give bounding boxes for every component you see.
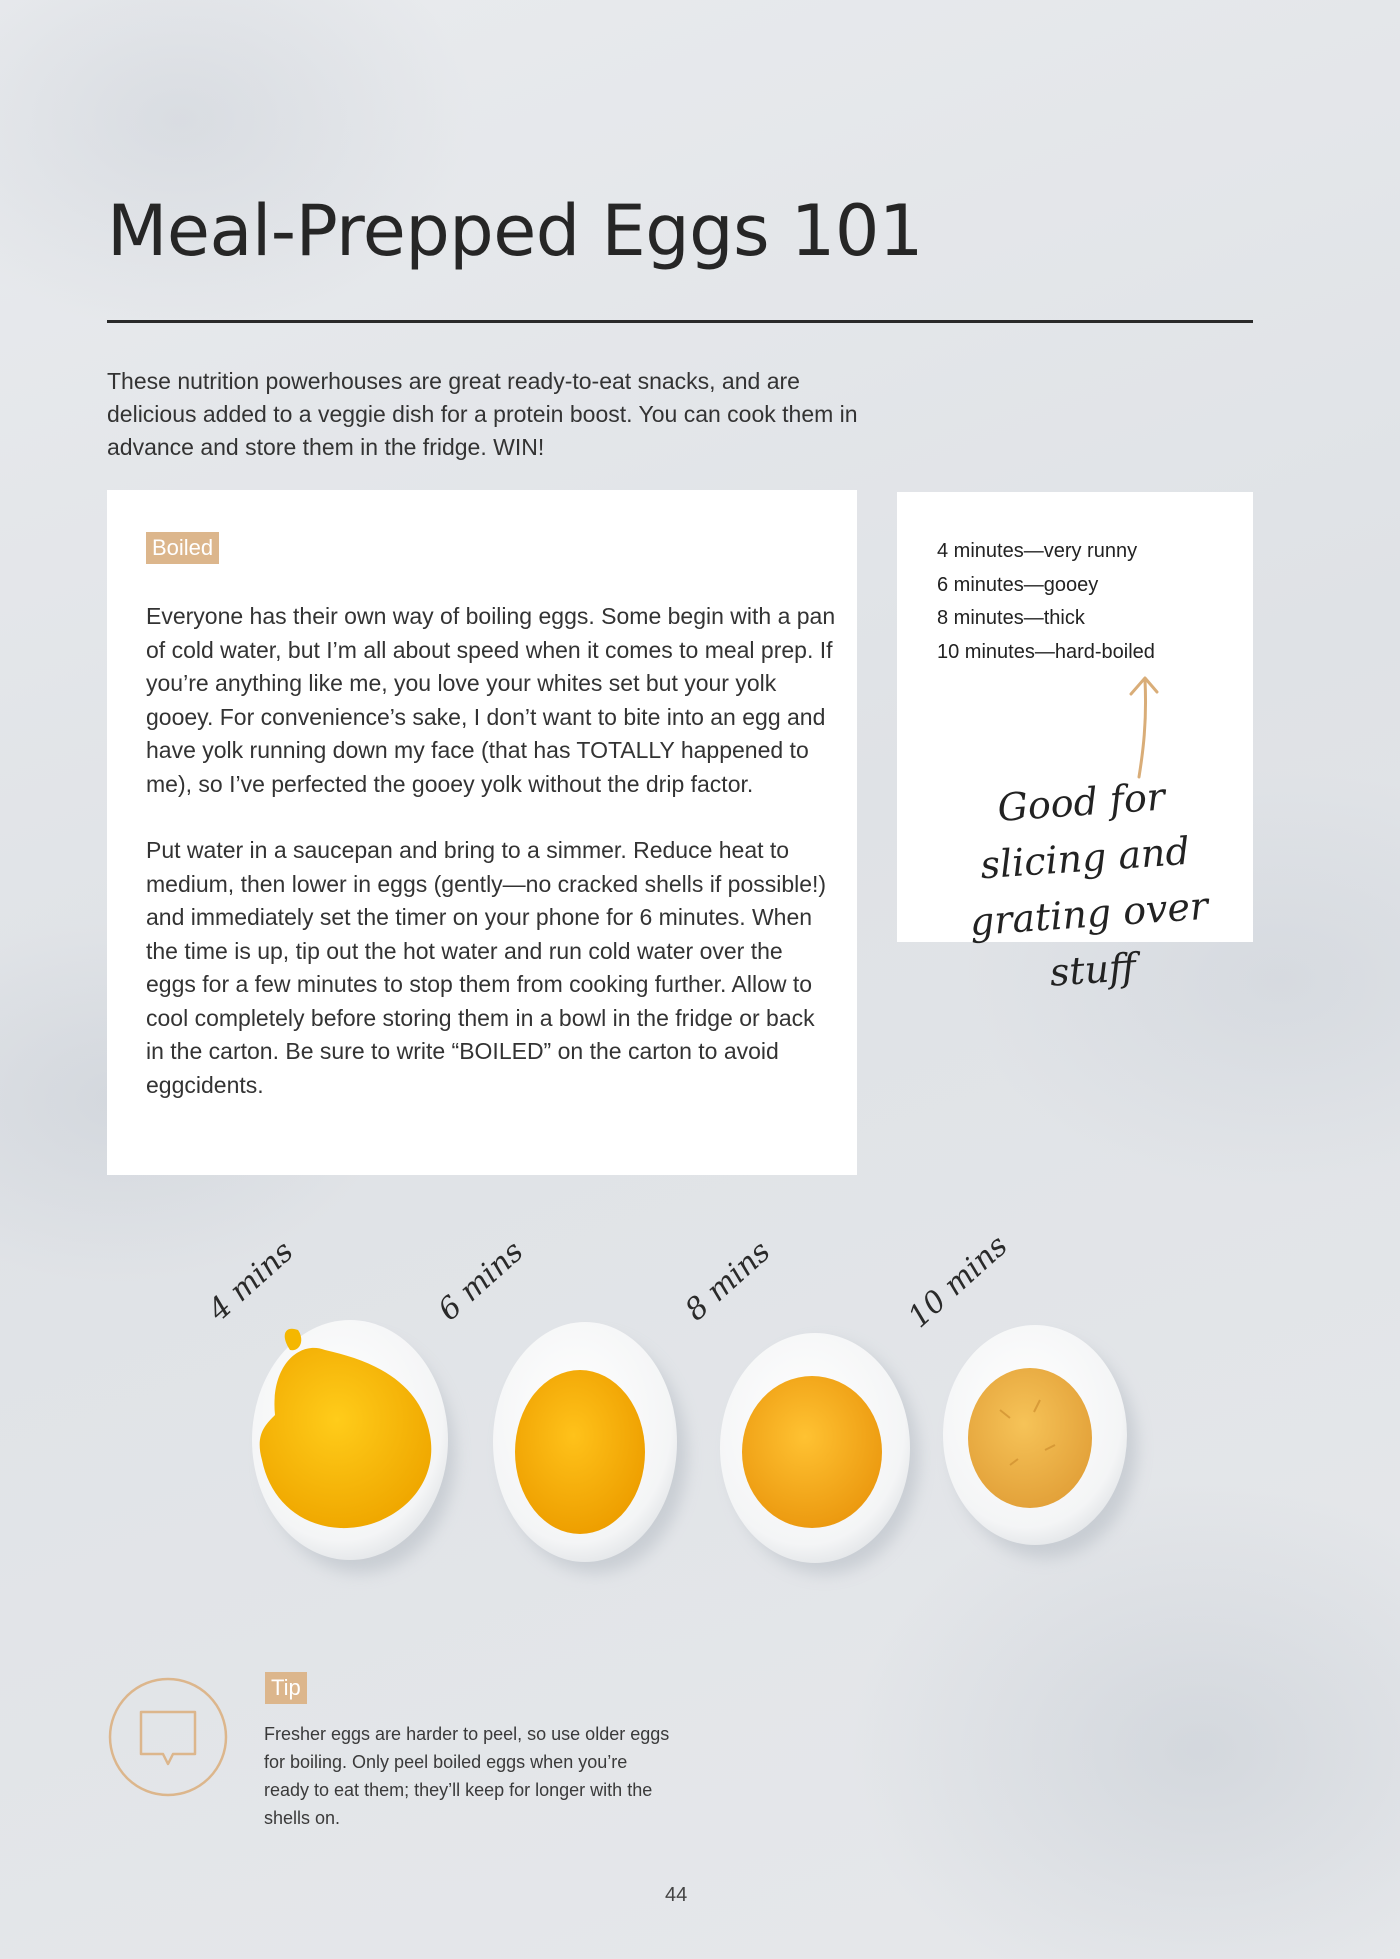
egg-label-6: 6 mins bbox=[431, 1234, 531, 1328]
boiled-body bbox=[146, 600, 836, 1135]
egg-label-8: 8 mins bbox=[678, 1234, 778, 1328]
egg-label-4: 4 mins bbox=[201, 1234, 301, 1328]
boiled-card bbox=[107, 490, 857, 1175]
page-number: 44 bbox=[665, 1884, 688, 1906]
handwritten-note: Good for slicing and grating over stuff bbox=[968, 774, 1210, 995]
boiled-paragraph-1: Everyone has their own way of boiling eggs. Some begin with a pan of cold water, but I’m all about speed when it comes to meal prep. If you’re anything like me, you love your whites set but your yolk gooey. For convenience’s sake, I don’t want to bite into an egg and have yolk running down my face (that has TOTALLY happened to me), so I’ve perfected the gooey yolk without the drip factor. bbox=[146, 603, 836, 797]
arrow-up-icon bbox=[1117, 672, 1177, 782]
timing-item: 4 minutes—very runny bbox=[937, 540, 1138, 562]
timing-item: 6 minutes—gooey bbox=[937, 573, 1099, 596]
title-divider bbox=[107, 320, 1253, 323]
speech-bubble-icon bbox=[107, 1676, 229, 1798]
timing-item: 8 minutes—thick bbox=[937, 607, 1085, 629]
tip-text: Fresher eggs are harder to peel, so use older eggs for boiling. Only peel boiled eggs when you’re ready to eat them; they’ll keep for longer with the shells on. bbox=[264, 1724, 670, 1828]
boiled-tag: Boiled bbox=[146, 532, 219, 564]
timings-card bbox=[897, 492, 1253, 995]
tip-tag: Tip bbox=[265, 1672, 307, 1704]
page-title: Meal-Prepped Eggs 101 bbox=[107, 190, 923, 272]
timing-list bbox=[937, 535, 1155, 669]
intro-paragraph: These nutrition powerhouses are great ready-to-eat snacks, and are delicious added to a veggie dish for a protein boost. You can cook them in advance and store them in the fridge. WIN! bbox=[107, 368, 858, 460]
timing-item: 10 minutes—hard-boiled bbox=[937, 640, 1155, 663]
egg-label-10: 10 mins bbox=[901, 1228, 1015, 1335]
boiled-paragraph-2: Put water in a saucepan and bring to a simmer. Reduce heat to medium, then lower in eggs (gently—no cracked shells if possible!) and immediately set the timer on your phone for 6 minutes. When the time is up, tip out the hot water and run cold water over the eggs for a few minutes to stop them from cooking further. Allow to cool completely before storing them in a bowl in the fridge or back in the carton. Be sure to write “BOILED” on the carton to avoid eggcidents. bbox=[146, 837, 827, 1098]
